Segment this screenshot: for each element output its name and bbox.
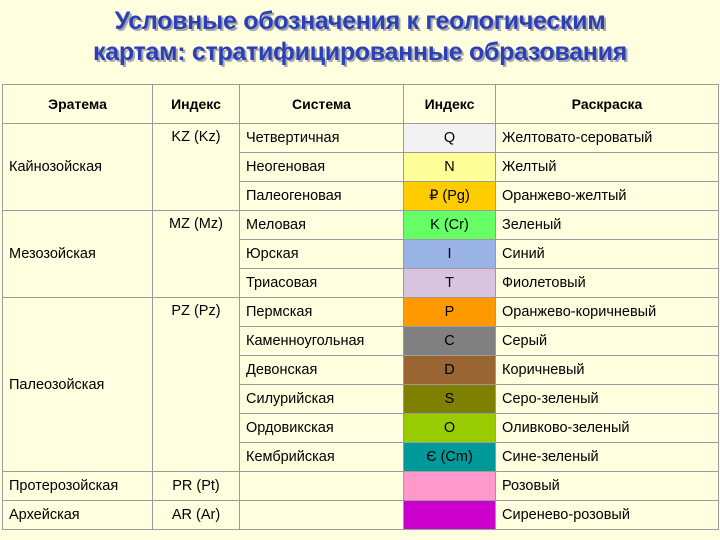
color-name-cell: Серо-зеленый [496, 385, 719, 414]
header-era: Эратема [3, 85, 153, 124]
title-line-1: Условные обозначения к геологическим [114, 7, 606, 35]
color-name-cell: Серый [496, 327, 719, 356]
system-name-cell: Палеогеновая [240, 182, 404, 211]
header-row [3, 85, 719, 124]
era-name-cell: Палеозойская [3, 298, 153, 472]
era-name-cell: Кайнозойская [3, 124, 153, 211]
color-name-cell: Розовый [496, 472, 719, 501]
system-name-cell: Силурийская [240, 385, 404, 414]
color-name-cell: Желтовато-сероватый [496, 124, 719, 153]
system-name-cell: Девонская [240, 356, 404, 385]
system-name-cell: Меловая [240, 211, 404, 240]
system-index-swatch-cell [404, 501, 496, 530]
system-index-swatch-cell: Є (Cm) [404, 443, 496, 472]
system-name-cell: Каменноугольная [240, 327, 404, 356]
header-era-index: Индекс [153, 85, 240, 124]
table-row [3, 501, 719, 530]
system-index-swatch-cell: N [404, 153, 496, 182]
era-index-cell: PZ (Pz) [153, 298, 240, 472]
color-name-cell: Сине-зеленый [496, 443, 719, 472]
era-index-cell: MZ (Mz) [153, 211, 240, 298]
color-name-cell: Оранжево-коричневый [496, 298, 719, 327]
color-name-cell: Фиолетовый [496, 269, 719, 298]
system-index-swatch-cell: T [404, 269, 496, 298]
color-name-cell: Зеленый [496, 211, 719, 240]
system-index-swatch-cell: D [404, 356, 496, 385]
system-name-cell: Юрская [240, 240, 404, 269]
era-name-cell: Мезозойская [3, 211, 153, 298]
page-title [0, 6, 720, 68]
table-row [3, 124, 719, 153]
system-index-swatch-cell: C [404, 327, 496, 356]
color-name-cell: Сиренево-розовый [496, 501, 719, 530]
system-index-swatch-cell: O [404, 414, 496, 443]
system-name-cell [240, 501, 404, 530]
system-index-swatch-cell: Q [404, 124, 496, 153]
system-name-cell: Ордовикская [240, 414, 404, 443]
color-name-cell: Коричневый [496, 356, 719, 385]
system-name-cell: Неогеновая [240, 153, 404, 182]
system-index-swatch-cell: I [404, 240, 496, 269]
era-index-cell: PR (Pt) [153, 472, 240, 501]
legend-table [2, 84, 719, 530]
system-index-swatch-cell: S [404, 385, 496, 414]
era-index-cell: KZ (Kz) [153, 124, 240, 211]
system-index-swatch-cell: P [404, 298, 496, 327]
title-line-2: картам: стратифицированные образования [93, 38, 627, 66]
table-row [3, 211, 719, 240]
color-name-cell: Желтый [496, 153, 719, 182]
color-name-cell: Оранжево-желтый [496, 182, 719, 211]
header-coloring: Раскраска [496, 85, 719, 124]
color-name-cell: Синий [496, 240, 719, 269]
color-name-cell: Оливково-зеленый [496, 414, 719, 443]
system-index-swatch-cell: K (Cr) [404, 211, 496, 240]
era-name-cell: Протерозойская [3, 472, 153, 501]
system-name-cell [240, 472, 404, 501]
era-name-cell: Архейская [3, 501, 153, 530]
system-name-cell: Триасовая [240, 269, 404, 298]
system-name-cell: Кембрийская [240, 443, 404, 472]
system-index-swatch-cell: ₽ (Pg) [404, 182, 496, 211]
system-index-swatch-cell [404, 472, 496, 501]
table-row [3, 298, 719, 327]
header-system-index: Индекс [404, 85, 496, 124]
legend-body [3, 124, 719, 530]
era-index-cell: AR (Ar) [153, 501, 240, 530]
header-system: Система [240, 85, 404, 124]
table-row [3, 472, 719, 501]
system-name-cell: Четвертичная [240, 124, 404, 153]
system-name-cell: Пермская [240, 298, 404, 327]
